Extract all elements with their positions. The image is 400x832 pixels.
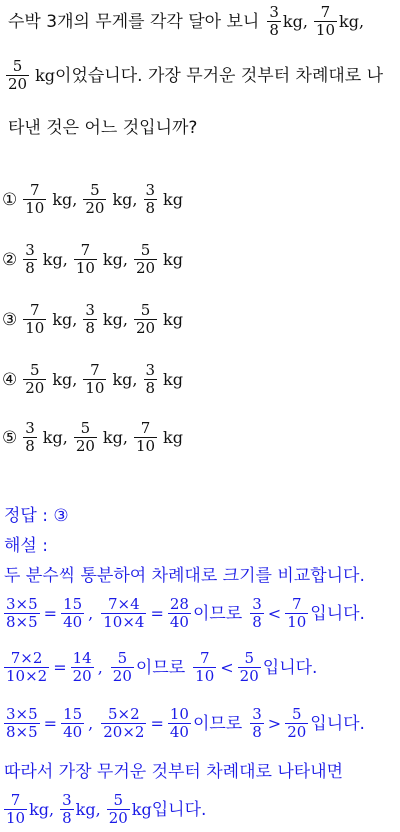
- question-line-2: $\frac{5}{20}$ kg 이었습니다. 가장 무거운 것부터 차례대로 나: [8, 57, 384, 93]
- choice-fraction: $\frac{3}{8}$: [145, 181, 156, 217]
- choice-fraction: $\frac{5}{20}$: [75, 419, 95, 455]
- choice-fraction: $\frac{7}{10}$: [25, 181, 45, 217]
- choice-marker: ③: [2, 309, 18, 330]
- explanation-line-5: 따라서 가장 무거운 것부터 차례대로 나타내면: [4, 762, 344, 782]
- choice-fraction: $\frac{5}{20}$: [135, 301, 156, 337]
- choice-marker: ①: [2, 189, 18, 210]
- fraction-7-10: $\frac{7}{10}$: [315, 3, 335, 39]
- choice-fraction: $\frac{3}{8}$: [85, 301, 95, 337]
- choice-fraction: $\frac{7}{10}$: [75, 241, 95, 277]
- choice-5[interactable]: ⑤ $\frac{3}{8}$ kg , $\frac{5}{20}$ kg , $\frac{7}{10}$ kg: [2, 419, 183, 455]
- question-text-2: 이었습니다. 가장 무거운 것부터 차례대로 나: [55, 65, 384, 86]
- choice-fraction: $\frac{7}{10}$: [135, 419, 156, 455]
- choice-marker: ⑤: [2, 427, 18, 448]
- equation-1: $\frac{3\times 5}{8\times 5}$ = $\frac{15}{40}$ , $\frac{7\times 4}{10\times 4}$ = $\frac{28}{40}$ 이므로 $\frac{3}{8}$ < $\frac{7}{10}$ 입니다.: [6, 595, 365, 631]
- explanation-line-1: 두 분수씩 통분하여 차례대로 크기를 비교합니다.: [4, 566, 365, 586]
- choice-marker: ②: [2, 249, 18, 270]
- choice-marker: ④: [2, 369, 18, 390]
- choice-fraction: $\frac{7}{10}$: [85, 361, 105, 397]
- choice-4[interactable]: ④ $\frac{5}{20}$ kg , $\frac{7}{10}$ kg , $\frac{3}{8}$ kg: [2, 361, 183, 397]
- choice-3[interactable]: ③ $\frac{7}{10}$ kg , $\frac{3}{8}$ kg , $\frac{5}{20}$ kg: [2, 301, 183, 337]
- fraction-3-8: $\frac{3}{8}$: [269, 3, 279, 39]
- question-line-1: 수박 3개의 무게를 각각 달아 보니 $\frac{3}{8}$ kg , $\frac{7}{10}$ kg ,: [8, 3, 365, 39]
- choice-fraction: $\frac{3}{8}$: [145, 361, 156, 397]
- choice-fraction: $\frac{5}{20}$: [85, 181, 105, 217]
- choice-fraction: $\frac{7}{10}$: [25, 301, 45, 337]
- choice-fraction: $\frac{3}{8}$: [25, 241, 35, 277]
- fraction-5-20: $\frac{5}{20}$: [8, 57, 28, 93]
- choice-fraction: $\frac{5}{20}$: [135, 241, 156, 277]
- final-order: $\frac{7}{10}$ kg , $\frac{3}{8}$ kg , $\frac{5}{20}$ kg 입니다.: [6, 791, 207, 827]
- equation-2: $\frac{7\times 2}{10\times 2}$ = $\frac{14}{20}$ , $\frac{5}{20}$ 이므로 $\frac{7}{10}$ < $\frac{5}{20}$ 입니다.: [6, 649, 318, 685]
- answer-label: 정답 : ③: [4, 506, 69, 526]
- explanation-label: 해설 :: [4, 536, 48, 556]
- choice-1[interactable]: ① $\frac{7}{10}$ kg , $\frac{5}{20}$ kg , $\frac{3}{8}$ kg: [2, 181, 183, 217]
- choice-fraction: $\frac{5}{20}$: [25, 361, 45, 397]
- choice-2[interactable]: ② $\frac{3}{8}$ kg , $\frac{7}{10}$ kg , $\frac{5}{20}$ kg: [2, 241, 183, 277]
- choice-fraction: $\frac{3}{8}$: [25, 419, 35, 455]
- question-text-1: 수박 3개의 무게를 각각 달아 보니: [8, 11, 260, 32]
- question-line-3: 타낸 것은 어느 것입니까?: [8, 118, 198, 138]
- equation-3: $\frac{3\times 5}{8\times 5}$ = $\frac{15}{40}$ , $\frac{5\times 2}{20\times 2}$ = $\frac{10}{40}$ 이므로 $\frac{3}{8}$ > $\frac{5}{20}$ 입니다.: [6, 705, 365, 741]
